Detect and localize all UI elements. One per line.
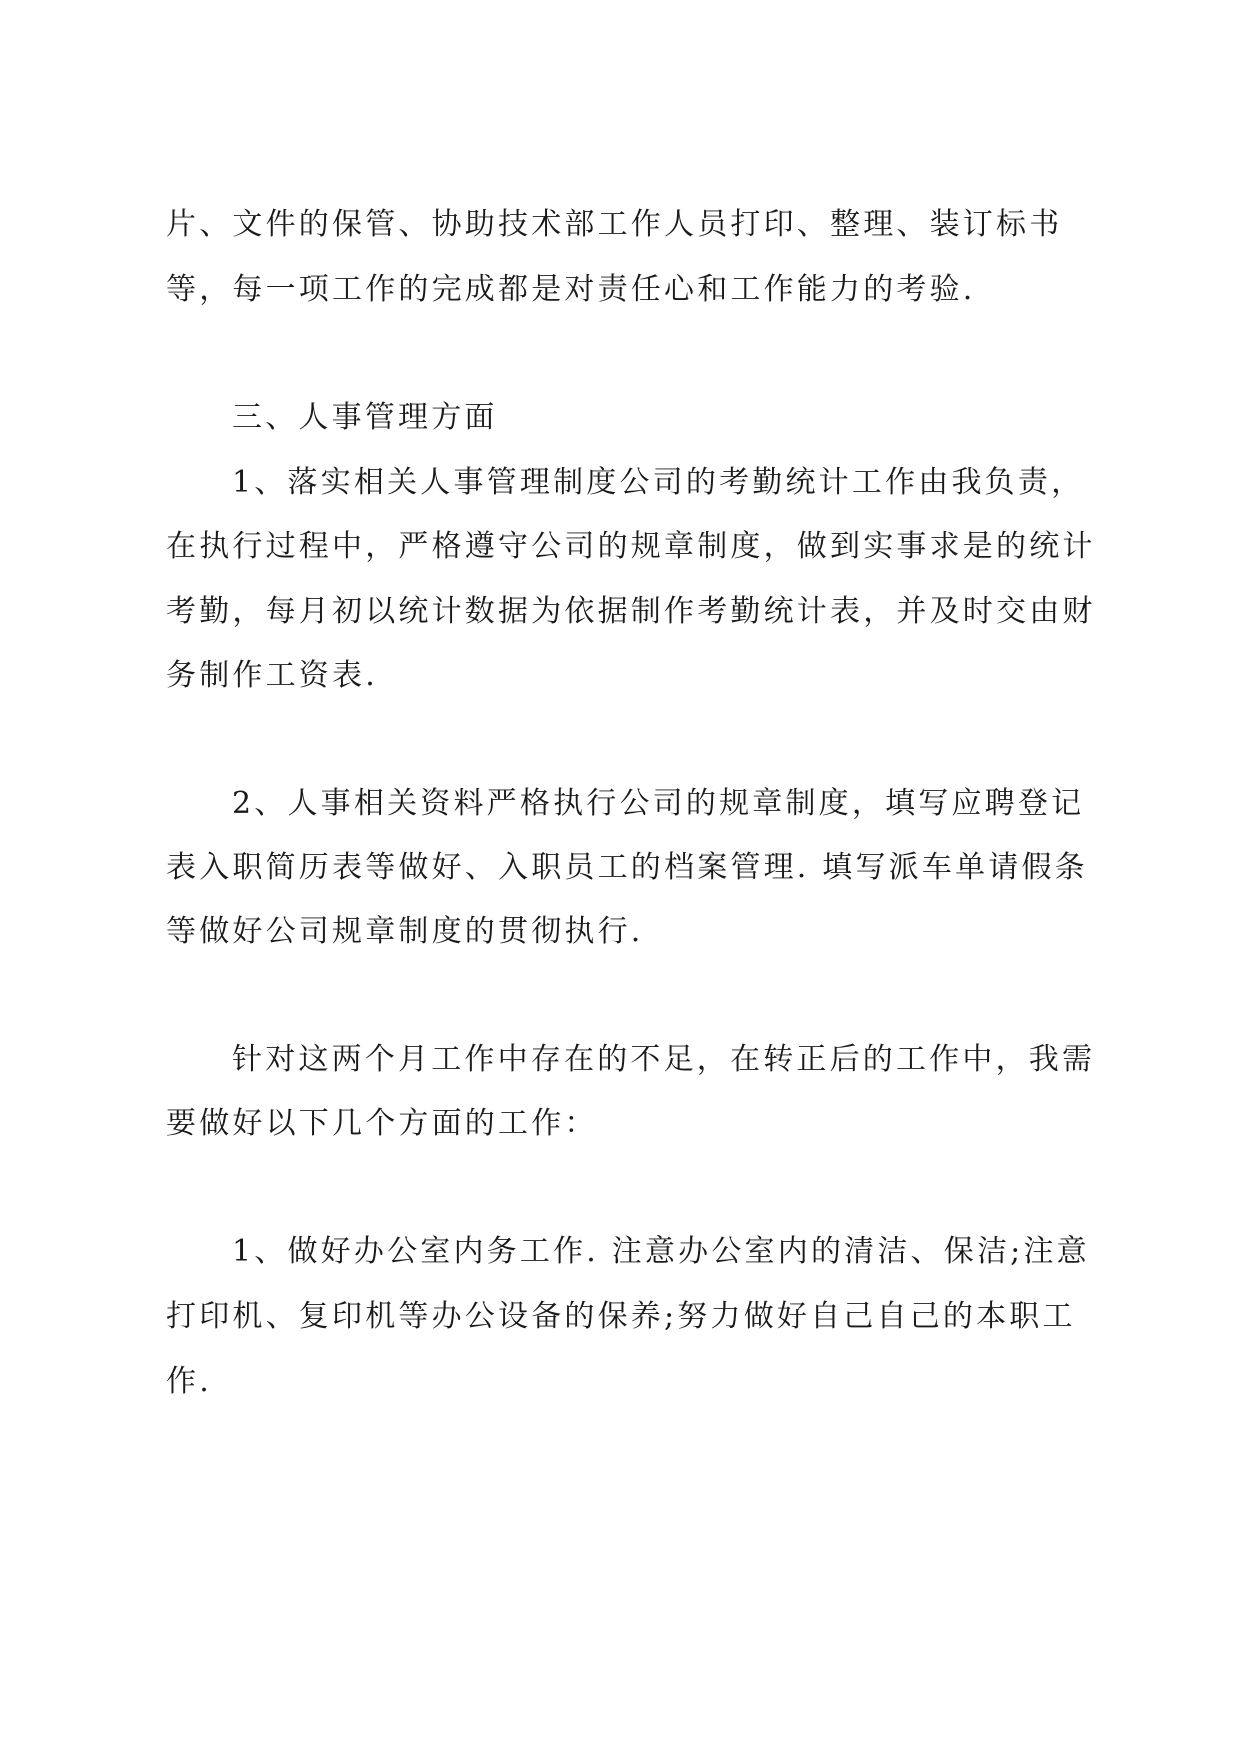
text-line: 等做好公司规章制度的贯彻执行. xyxy=(166,914,644,949)
text-line: 在执行过程中，严格遵守公司的规章制度，做到实事求是的统计 xyxy=(166,529,1096,564)
text-line: 1、做好办公室内务工作. 注意办公室内的清洁、保洁;注意 xyxy=(232,1234,1090,1269)
text-line: 表入职简历表等做好、入职员工的档案管理. 填写派车单请假条 xyxy=(166,850,1088,885)
text-line: 针对这两个月工作中存在的不足，在转正后的工作中，我需 xyxy=(232,1042,1096,1077)
text-line: 等，每一项工作的完成都是对责任心和工作能力的考验. xyxy=(166,272,976,307)
text-line: 片、文件的保管、协助技术部工作人员打印、整理、装订标书 xyxy=(166,207,1063,242)
text-line: 2、人事相关资料严格执行公司的规章制度，填写应聘登记 xyxy=(232,786,1085,821)
text-line: 要做好以下几个方面的工作： xyxy=(166,1106,598,1141)
text-line: 作. xyxy=(166,1364,212,1399)
text-line: 考勤，每月初以统计数据为依据制作考勤统计表，并及时交由财 xyxy=(166,594,1096,629)
text-line: 打印机、复印机等办公设备的保养;努力做好自己自己的本职工 xyxy=(166,1299,1076,1334)
text-line: 1、落实相关人事管理制度公司的考勤统计工作由我负责， xyxy=(232,465,1085,500)
text-line: 务制作工资表. xyxy=(166,658,378,693)
section-heading: 三、人事管理方面 xyxy=(232,400,498,435)
